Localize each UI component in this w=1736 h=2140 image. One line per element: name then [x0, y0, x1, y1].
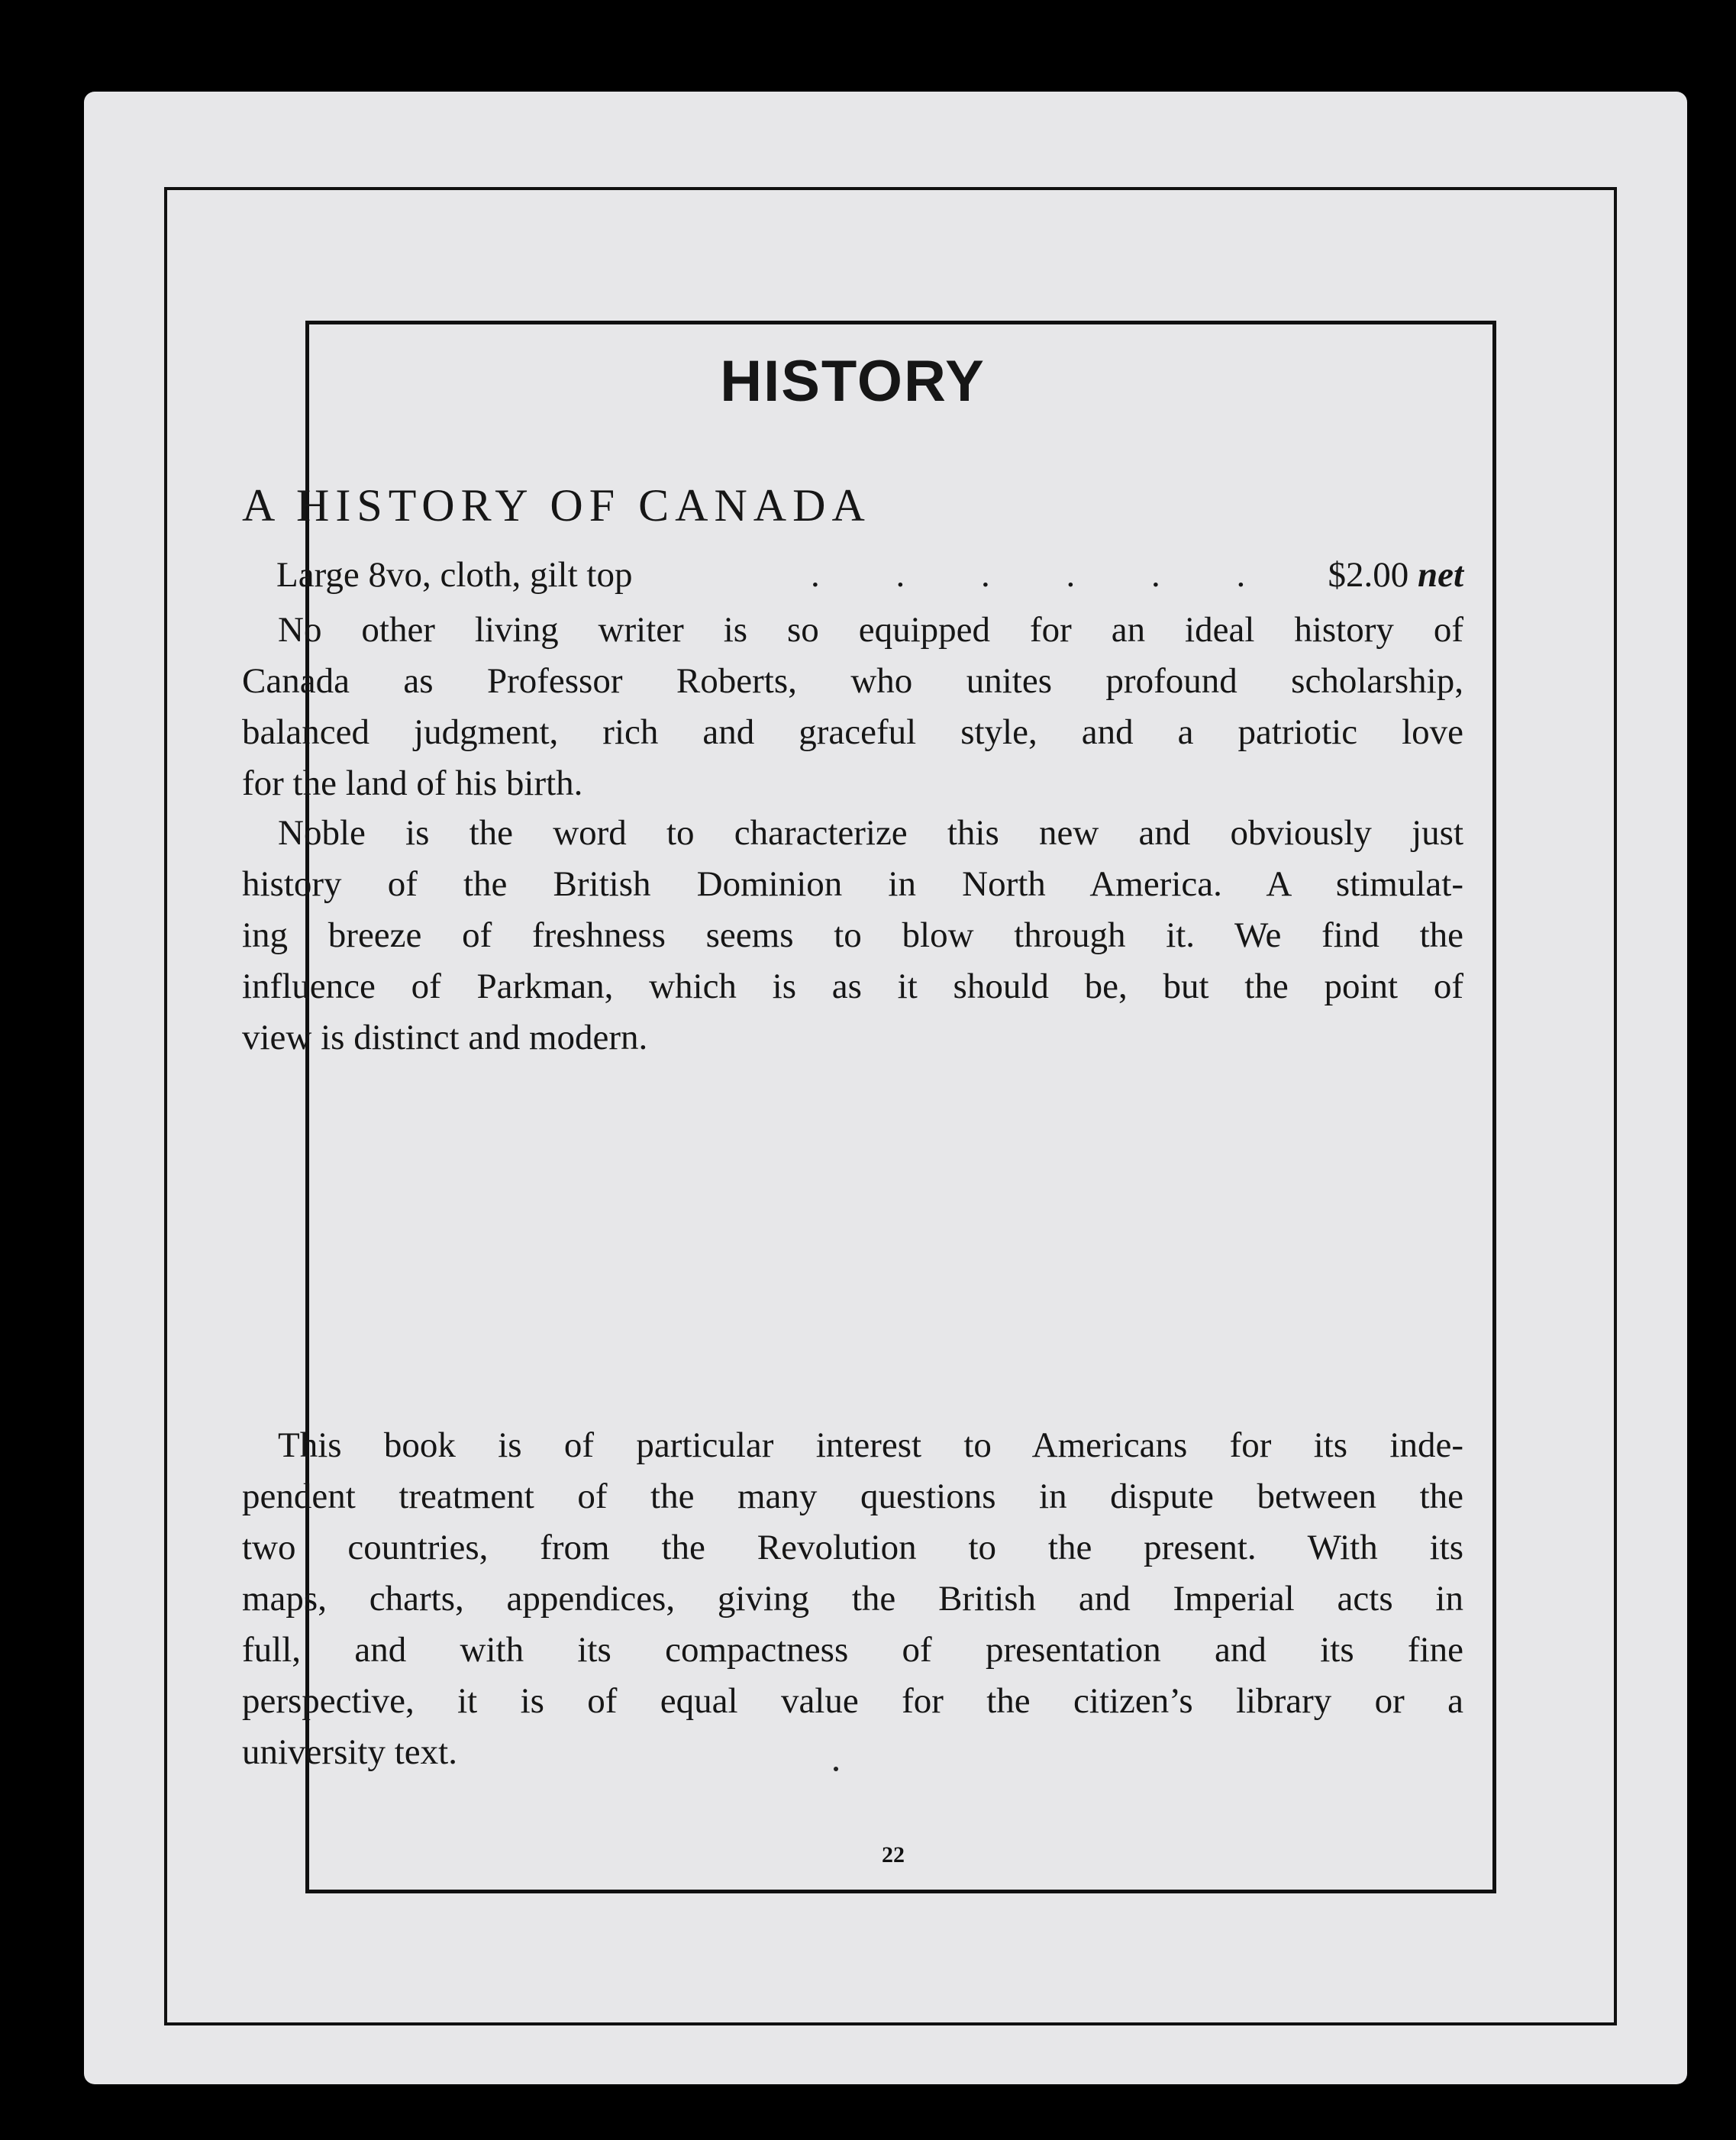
ink-speck — [834, 1767, 838, 1771]
book-title: A HISTORY OF CANADA — [242, 480, 871, 531]
paragraph-1 — [242, 605, 1463, 809]
text-line: This book is of particular interest to Americans for its inde- — [278, 1425, 1463, 1465]
text-line: full, and with its compactness of presentation and its fine — [242, 1630, 1463, 1670]
section-heading: HISTORY — [720, 349, 986, 414]
price-amount: $2.00 — [1328, 555, 1409, 595]
price-suffix: net — [1417, 555, 1463, 595]
text-line: Canada as Professor Roberts, who unites profound scholarship, — [242, 661, 1463, 701]
price — [1328, 557, 1463, 593]
dot-leader: . . . . . . — [811, 555, 1279, 595]
paragraph-3 — [242, 1420, 1463, 1778]
text-line: pendent treatment of the many questions in dispute between the — [242, 1477, 1463, 1516]
paragraph-2 — [242, 808, 1463, 1064]
text-line: No other living writer is so equipped for an ideal history of — [278, 610, 1463, 650]
binding-label: Large 8vo, cloth, gilt top — [276, 555, 633, 595]
text-line: for the land of his birth. — [242, 763, 583, 803]
text-line: Noble is the word to characterize this new and obviously just — [278, 813, 1463, 853]
text-line: perspective, it is of equal value for the citizen’s library or a — [242, 1681, 1463, 1721]
text-line: maps, charts, appendices, giving the British and Imperial acts in — [242, 1579, 1463, 1619]
page-number: 22 — [882, 1842, 905, 1867]
text-line: university text. — [242, 1732, 457, 1772]
text-line: influence of Parkman, which is as it should be, but the point of — [242, 967, 1463, 1006]
text-line: two countries, from the Revolution to the present. With its — [242, 1528, 1463, 1567]
text-line: view is distinct and modern. — [242, 1018, 648, 1057]
text-line: balanced judgment, rich and graceful style, and a patriotic love — [242, 712, 1463, 752]
text-line: history of the British Dominion in North America. A stimulat- — [242, 864, 1463, 904]
text-line: ing breeze of freshness seems to blow through it. We find the — [242, 915, 1463, 955]
